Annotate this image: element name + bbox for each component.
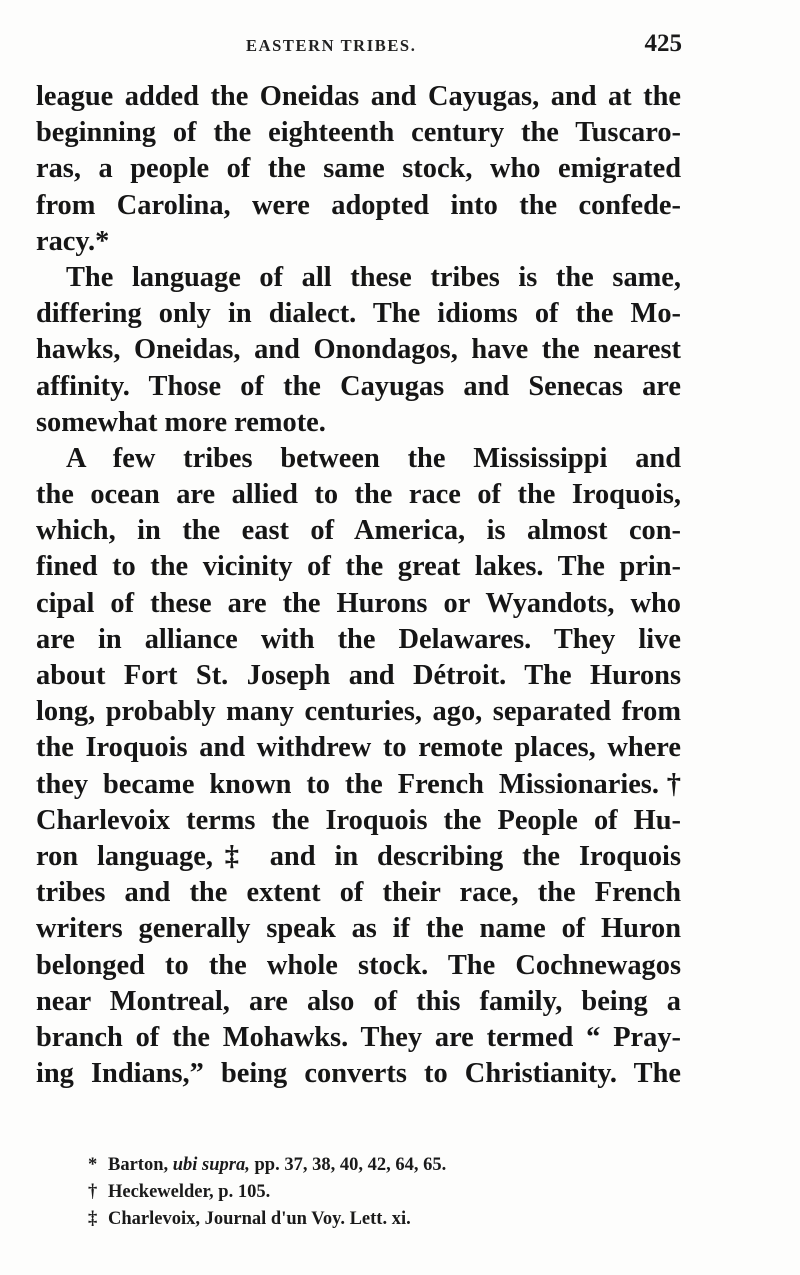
footnote bbox=[88, 1179, 688, 1206]
text-line: racy.* bbox=[36, 225, 110, 257]
text-line: somewhat more remote. bbox=[36, 406, 326, 438]
text-line: cipal of these are the Hurons or Wyandots, who bbox=[36, 587, 681, 619]
text-line: tribes and the extent of their race, the French bbox=[36, 877, 681, 909]
text-line: from Carolina, were adopted into the confede- bbox=[36, 189, 681, 221]
text-line: The language of all these tribes is the same, bbox=[66, 261, 681, 293]
page-number: 425 bbox=[644, 30, 682, 57]
text-line: writers generally speak as if the name of Huron bbox=[36, 913, 681, 945]
running-head: EASTERN TRIBES. bbox=[246, 36, 417, 55]
text-line: ron language,‡ and in describing the Iroquois bbox=[36, 840, 681, 872]
body-text bbox=[36, 79, 681, 1092]
text-line: ras, a people of the same stock, who emigrated bbox=[36, 153, 681, 185]
footnote-text: Charlevoix, Journal d'un Voy. Lett. xi. bbox=[108, 1209, 411, 1229]
text-line: they became known to the French Missionaries.† bbox=[36, 768, 681, 800]
page-header bbox=[36, 30, 682, 64]
text-line: fined to the vicinity of the great lakes. The prin- bbox=[36, 551, 681, 583]
footnote bbox=[88, 1152, 688, 1179]
text-line: ing Indians,” being converts to Christianity. The bbox=[36, 1058, 681, 1090]
text-line: are in alliance with the Delawares. They live bbox=[36, 623, 681, 655]
footnotes bbox=[88, 1152, 688, 1233]
text-line: hawks, Oneidas, and Onondagos, have the nearest bbox=[36, 334, 681, 366]
footnote-mark: * bbox=[88, 1155, 98, 1175]
text-line: belonged to the whole stock. The Cochnewagos bbox=[36, 949, 681, 981]
text-line: about Fort St. Joseph and Détroit. The Hurons bbox=[36, 660, 681, 691]
text-line: branch of the Mohawks. They are termed “ Pray- bbox=[36, 1021, 681, 1053]
text-line: league added the Oneidas and Cayugas, and at the bbox=[36, 81, 681, 112]
text-line: beginning of the eighteenth century the Tuscaro- bbox=[36, 117, 681, 149]
footnote-mark: ‡ bbox=[88, 1209, 98, 1229]
text-line: differing only in dialect. The idioms of the Mo- bbox=[36, 298, 681, 330]
footnote-text: Barton, bbox=[108, 1155, 173, 1175]
text-line: which, in the east of America, is almost con- bbox=[36, 515, 681, 547]
footnote-text: Heckewelder, p. 105. bbox=[108, 1182, 271, 1202]
footnote bbox=[88, 1206, 688, 1233]
text-line: the Iroquois and withdrew to remote places, where bbox=[36, 732, 681, 764]
footnote-italic-text: ubi supra, bbox=[172, 1155, 250, 1175]
text-line: the ocean are allied to the race of the Iroquois, bbox=[36, 479, 681, 511]
footnote-mark: † bbox=[88, 1182, 98, 1202]
footnote-text: pp. 37, 38, 40, 42, 64, 65. bbox=[249, 1155, 447, 1175]
text-line: affinity. Those of the Cayugas and Senecas are bbox=[36, 370, 681, 402]
text-line: A few tribes between the Mississippi and bbox=[66, 442, 681, 474]
text-line: Charlevoix terms the Iroquois the People of Hu- bbox=[36, 804, 681, 836]
text-line: near Montreal, are also of this family, being a bbox=[36, 985, 681, 1017]
text-line: long, probably many centuries, ago, separated from bbox=[36, 696, 681, 728]
